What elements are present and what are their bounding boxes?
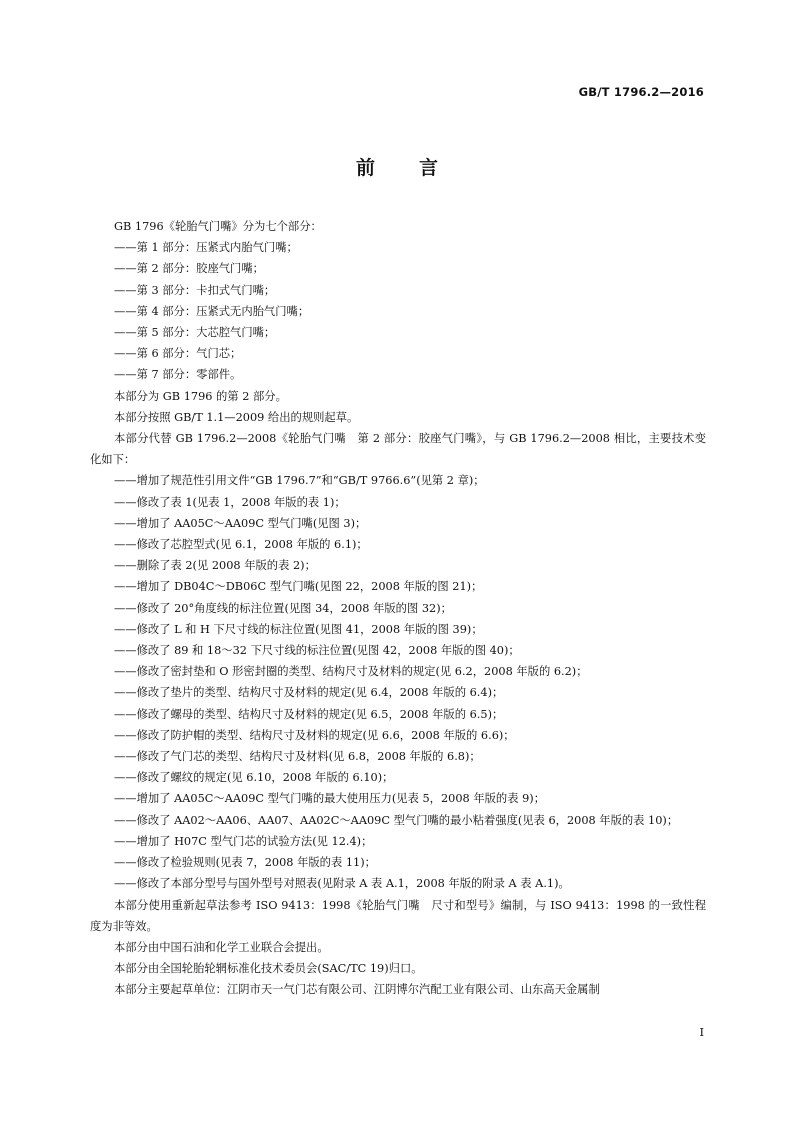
page-number: I <box>699 1025 704 1039</box>
change-item: ——增加了 AA05C～AA09C 型气门嘴的最大使用压力(见表 5，2008 年版的表 9)； <box>114 792 545 806</box>
replacement-statement: 本部分代替 GB 1796.2—2008《轮胎气门嘴 第 2 部分：胶座气门嘴》，与 GB 1796.2—2008 相比，主要技术变化如下： <box>90 432 706 467</box>
foreword-body <box>90 216 706 1001</box>
part-item: ——第 3 部分：卡扣式气门嘴； <box>114 283 276 297</box>
part-item: ——第 1 部分：压紧式内胎气门嘴； <box>114 241 298 255</box>
part-item: ——第 6 部分：气门芯； <box>114 347 242 361</box>
change-item: ——删除了表 2(见 2008 年版的表 2)； <box>114 559 316 573</box>
drafters-statement: 本部分主要起草单位：江阴市天一气门芯有限公司、江阴博尔汽配工业有限公司、山东高天金属制 <box>114 983 600 997</box>
page-title: 前言 <box>355 157 482 179</box>
change-item: ——修改了 AA02～AA06、AA07、AA02C～AA09C 型气门嘴的最小粘着强度(见表 6，2008 年版的表 10)； <box>114 813 679 827</box>
change-item: ——修改了 20°角度线的标注位置(见图 34，2008 年版的图 32)； <box>114 601 452 615</box>
change-item: ——修改了表 1(见表 1，2008 年版的表 1)； <box>114 495 346 509</box>
part-item: ——第 5 部分：大芯腔气门嘴； <box>114 326 276 340</box>
change-item: ——修改了检验规则(见表 7，2008 年版的表 11)； <box>114 856 376 870</box>
change-item: ——修改了防护帽的类型、结构尺寸及材料的规定(见 6.6，2008 年版的 6.6)； <box>114 728 515 742</box>
change-item: ——修改了气门芯的类型、结构尺寸及材料(见 6.8，2008 年版的 6.8)； <box>114 750 481 764</box>
change-item: ——修改了密封垫和 O 形密封圈的类型、结构尺寸及材料的规定(见 6.2，2008 年版的 6.2)； <box>114 665 588 679</box>
standard-code: GB/T 1796.2—2016 <box>578 85 704 99</box>
part-statement: 本部分为 GB 1796 的第 2 部分。 <box>114 389 287 403</box>
change-item: ——增加了 H07C 型气门芯的试验方法(见 12.4)； <box>114 834 373 848</box>
part-item: ——第 4 部分：压紧式无内胎气门嘴； <box>114 304 310 318</box>
change-item: ——修改了 89 和 18～32 下尺寸线的标注位置(见图 42，2008 年版的图 40)； <box>114 644 520 658</box>
change-item: ——修改了本部分型号与国外型号对照表(见附录 A 表 A.1，2008 年版的附录 A 表 A.1)。 <box>114 877 570 891</box>
change-item: ——修改了垫片的类型、结构尺寸及材料的规定(见 6.4，2008 年版的 6.4)； <box>114 686 504 700</box>
change-item: ——增加了 DB04C～DB06C 型气门嘴(见图 22，2008 年版的图 21)； <box>114 580 483 594</box>
change-item: ——修改了芯腔型式(见 6.1，2008 年版的 6.1)； <box>114 538 368 552</box>
proposed-statement: 本部分由中国石油和化学工业联合会提出。 <box>114 940 329 954</box>
change-item: ——增加了 AA05C～AA09C 型气门嘴(见图 3)； <box>114 516 367 530</box>
part-item: ——第 2 部分：胶座气门嘴； <box>114 262 264 276</box>
part-item: ——第 7 部分：零部件。 <box>114 368 242 382</box>
intro-paragraph: GB 1796《轮胎气门嘴》分为七个部分： <box>114 220 322 233</box>
iso-statement: 本部分使用重新起草法参考 ISO 9413：1998《轮胎气门嘴 尺寸和型号》编制，与 ISO 9413：1998 的一致性程度为非等效。 <box>90 898 706 933</box>
committee-statement: 本部分由全国轮胎轮辋标准化技术委员会(SAC/TC 19)归口。 <box>114 962 423 976</box>
change-item: ——增加了规范性引用文件“GB 1796.7”和“GB/T 9766.6”(见第 2 章)； <box>114 474 485 488</box>
change-item: ——修改了螺母的类型、结构尺寸及材料的规定(见 6.5，2008 年版的 6.5)； <box>114 707 504 721</box>
change-item: ——修改了 L 和 H 下尺寸线的标注位置(见图 41，2008 年版的图 39)； <box>114 622 483 636</box>
change-item: ——修改了螺纹的规定(见 6.10，2008 年版的 6.10)； <box>114 771 394 785</box>
rules-statement: 本部分按照 GB/T 1.1—2009 给出的规则起草。 <box>114 410 359 424</box>
